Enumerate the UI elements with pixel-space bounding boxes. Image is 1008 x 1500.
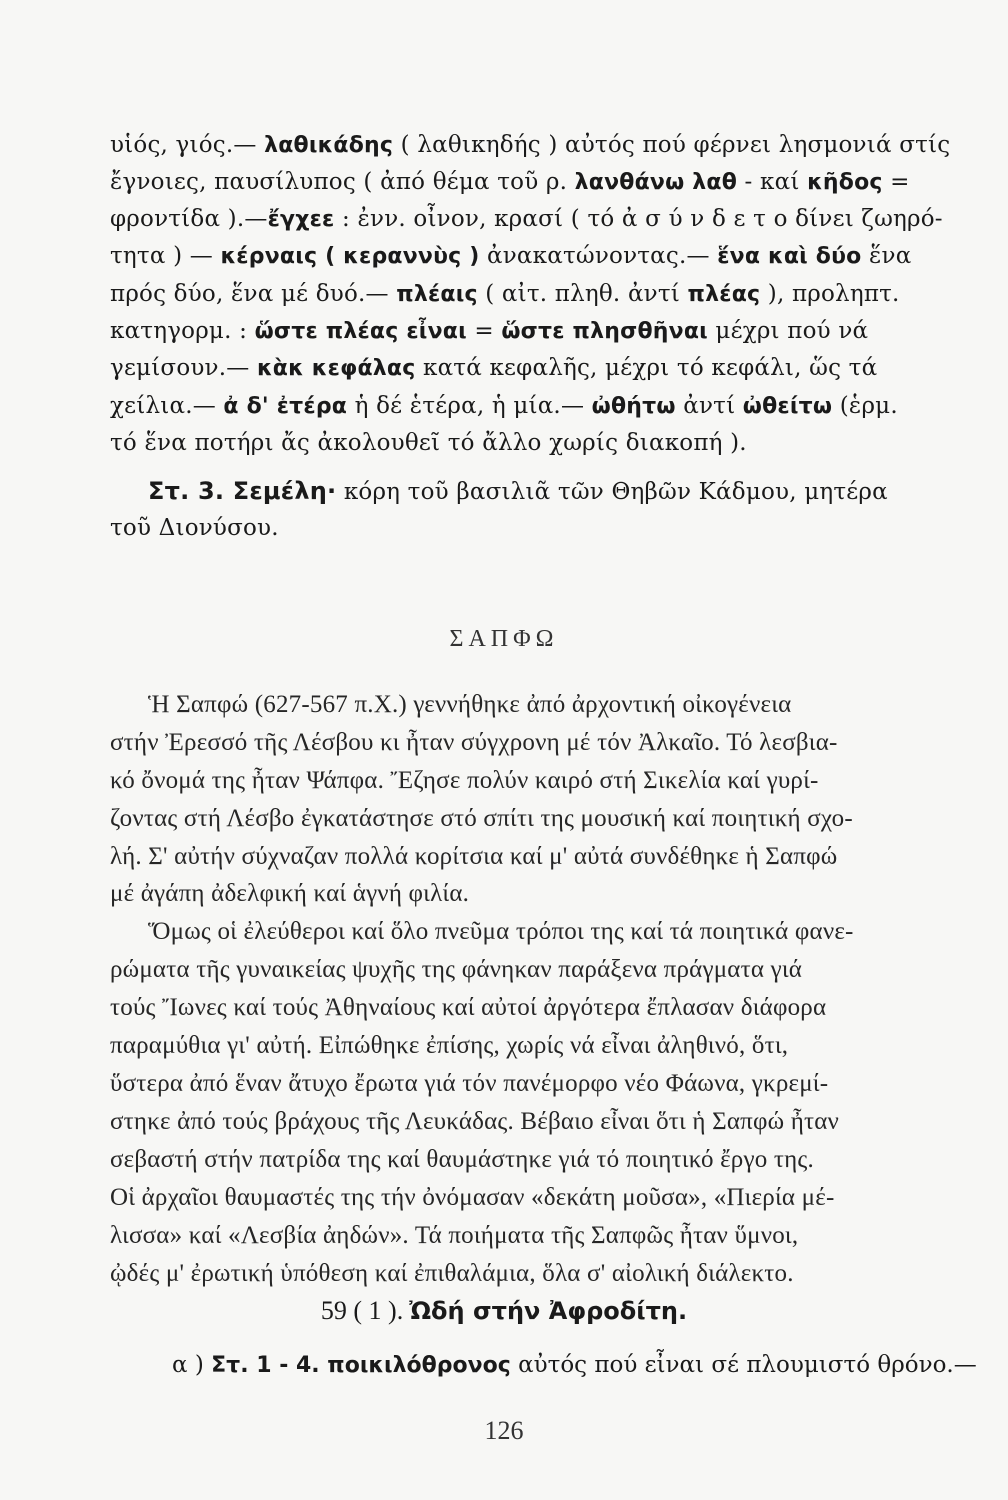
gloss-text: γεμίσουν.—: [110, 355, 257, 381]
gloss-line: [110, 204, 955, 235]
section-heading: ΣΑΠΦΩ: [449, 626, 559, 652]
ode-note-prefix: α ): [172, 1352, 212, 1378]
gloss-line: [110, 241, 955, 272]
stanza-text: τοῦ Διονύσου.: [110, 515, 279, 541]
page-number: 126: [484, 1416, 524, 1445]
ode-note-text: αὐτός πού εἶναι σέ πλουμιστό θρόνο.—: [510, 1352, 977, 1378]
gloss-line: [110, 279, 955, 310]
gloss-text: τό ἕνα ποτήρι ἄς ἀκολουθεῖ τό ἄλλο χωρίς διακοπή ).: [110, 430, 747, 456]
gloss-text: ( λαθικηδής ) αὐτός πού φέρνει λησμονιά στίς: [393, 132, 951, 158]
bio-line: στηκε ἀπό τούς βράχους τῆς Λευκάδας. Βέβαιο εἶναι ὅτι ἡ Σαπφώ ἦταν: [110, 1108, 840, 1135]
gloss-term: λαθικάδης: [264, 133, 394, 158]
bio-line: Ὅμως οἱ ἐλεύθεροι καί ὅλο πνεῦμα τρόποι της καί τά ποιητικά φανε-: [148, 918, 854, 945]
bio-line: ὕστερα ἀπό ἕναν ἄτυχο ἔρωτα γιά τόν πανέμορφο νέο Φάωνα, γκρεμί-: [110, 1070, 829, 1097]
gloss-text: ἡ δέ ἑτέρα, ἡ μία.—: [347, 393, 592, 419]
gloss-term: πλέαις: [396, 282, 478, 307]
gloss-text: ἕνα: [861, 243, 912, 269]
gloss-line: [110, 316, 955, 347]
gloss-term: λανθάνω λαθ: [574, 170, 738, 195]
bio-line: ζοντας στή Λέσβο ἐγκατάστησε στό σπίτι της μουσική καί ποιητική σχο-: [110, 805, 853, 832]
gloss-text: =: [882, 169, 910, 195]
ode-name: Ὠδή στήν Ἀφροδίτη.: [409, 1297, 688, 1325]
gloss-text: ἀνακατώνοντας.—: [479, 243, 718, 269]
gloss-term: ὠθήτω: [591, 394, 676, 419]
bio-line: παραμύθια γι' αὐτή. Εἰπώθηκε ἐπίσης, χωρίς νά εἶναι ἀληθινό, ὅτι,: [110, 1032, 789, 1059]
ode-note-label: Στ. 1 - 4. ποικιλόθρονος: [211, 1353, 511, 1378]
gloss-term: ὥστε πλέας εἶναι: [254, 319, 467, 344]
gloss-text: υἱός, γιός.—: [110, 132, 265, 158]
bio-line: λή. Σ' αὐτήν σύχναζαν πολλά κορίτσια καί μ' αὐτά συνδέθηκε ἡ Σαπφώ: [110, 843, 838, 870]
stanza-label: Στ. 3. Σεμέλη·: [148, 477, 337, 505]
bio-line: σεβαστή στήν πατρίδα της καί θαυμάστηκε γιά τό ποιητικό ἔργο της.: [110, 1146, 814, 1173]
stanza-text: κόρη τοῦ βασιλιᾶ τῶν Θηβῶν Κάδμου, μητέρα: [336, 479, 888, 505]
stanza-3-note-cont: [110, 513, 955, 543]
gloss-text: τητα ) —: [110, 243, 221, 269]
stanza-3-note: [148, 476, 955, 507]
bio-line: στήν Ἐρεσσό τῆς Λέσβου κι ἦταν σύγχρονη μέ τόν Ἀλκαῖο. Τό λεσβια-: [110, 729, 838, 756]
gloss-text: - καί: [737, 169, 808, 195]
gloss-text: =: [466, 318, 502, 344]
gloss-term: ὥστε πλησθῆναι: [501, 319, 708, 344]
ode-title: [0, 1296, 1008, 1326]
bio-line: ρώματα τῆς γυναικείας ψυχῆς της φάνηκαν παράξενα πράγματα γιά: [110, 956, 803, 983]
gloss-term: κέρναις ( κεραννὺς ): [220, 244, 480, 269]
gloss-line: [110, 167, 955, 198]
gloss-line: [110, 391, 955, 422]
bio-line: μέ ἀγάπη ἀδελφική καί ἁγνή φιλία.: [110, 880, 470, 907]
gloss-text: φροντίδα ).—: [110, 206, 268, 232]
bio-line: ᾠδές μ' ἐρωτική ὑπόθεση καί ἐπιθαλάμια, ὅλα σ' αἰολική διάλεκτο.: [110, 1260, 794, 1287]
gloss-term: κὰκ κεφάλας: [256, 356, 416, 381]
gloss-line: [110, 353, 955, 384]
bio-line: Οἱ ἀρχαῖοι θαυμαστές της τήν ὀνόμασαν «δεκάτη μοῦσα», «Πιερία μέ-: [110, 1184, 835, 1211]
bio-line: λισσα» καί «Λεσβία ἀηδών». Τά ποιήματα τῆς Σαπφῶς ἦταν ὕμνοι,: [110, 1222, 799, 1249]
gloss-text: χείλια.—: [110, 393, 224, 419]
gloss-text: (ἑρμ.: [832, 393, 898, 419]
gloss-text: κατά κεφαλῆς, μέχρι τό κεφάλι, ὥς τά: [415, 355, 878, 381]
gloss-text: ( αἰτ. πληθ. ἀντί: [477, 281, 688, 307]
bio-line: τούς Ἴωνες καί τούς Ἀθηναίους καί αὐτοί ἀργότερα ἔπλασαν διάφορα: [110, 994, 827, 1021]
ode-number: 59 ( 1 ).: [320, 1296, 404, 1325]
gloss-text: πρός δύο, ἕνα μέ δυό.—: [110, 281, 397, 307]
bio-line: κό ὄνομά της ἦταν Ψάπφα. Ἔζησε πολύν καιρό στή Σικελία καί γυρί-: [110, 767, 819, 794]
bio-line: Ἡ Σαπφώ (627-567 π.Χ.) γεννήθηκε ἀπό ἀρχοντική οἰκογένεια: [148, 691, 792, 718]
gloss-term: πλέας: [687, 282, 761, 307]
ode-note-line: [172, 1350, 977, 1378]
gloss-line: [110, 428, 955, 458]
gloss-text: : ἐνν. οἶνον, κρασί ( τό ἀ σ ύ ν δ ε τ ο δίνει ζωηρό-: [334, 206, 943, 232]
gloss-text: ἀντί: [675, 393, 743, 419]
gloss-text: μέχρι πού νά: [707, 318, 869, 344]
gloss-term: ἀ δ' ἐτέρα: [223, 394, 348, 419]
gloss-term: κῆδος: [807, 170, 883, 195]
gloss-term: ὠθείτω: [742, 394, 833, 419]
gloss-term: ἔγχεε: [267, 207, 335, 232]
gloss-text: ἔγνοιες, παυσίλυπος ( ἀπό θέμα τοῦ ρ.: [110, 169, 575, 195]
gloss-text: ), προληπτ.: [760, 281, 900, 307]
gloss-line: [110, 130, 955, 161]
gloss-text: κατηγορμ. :: [110, 318, 255, 344]
gloss-term: ἕνα καὶ δύο: [717, 244, 862, 269]
